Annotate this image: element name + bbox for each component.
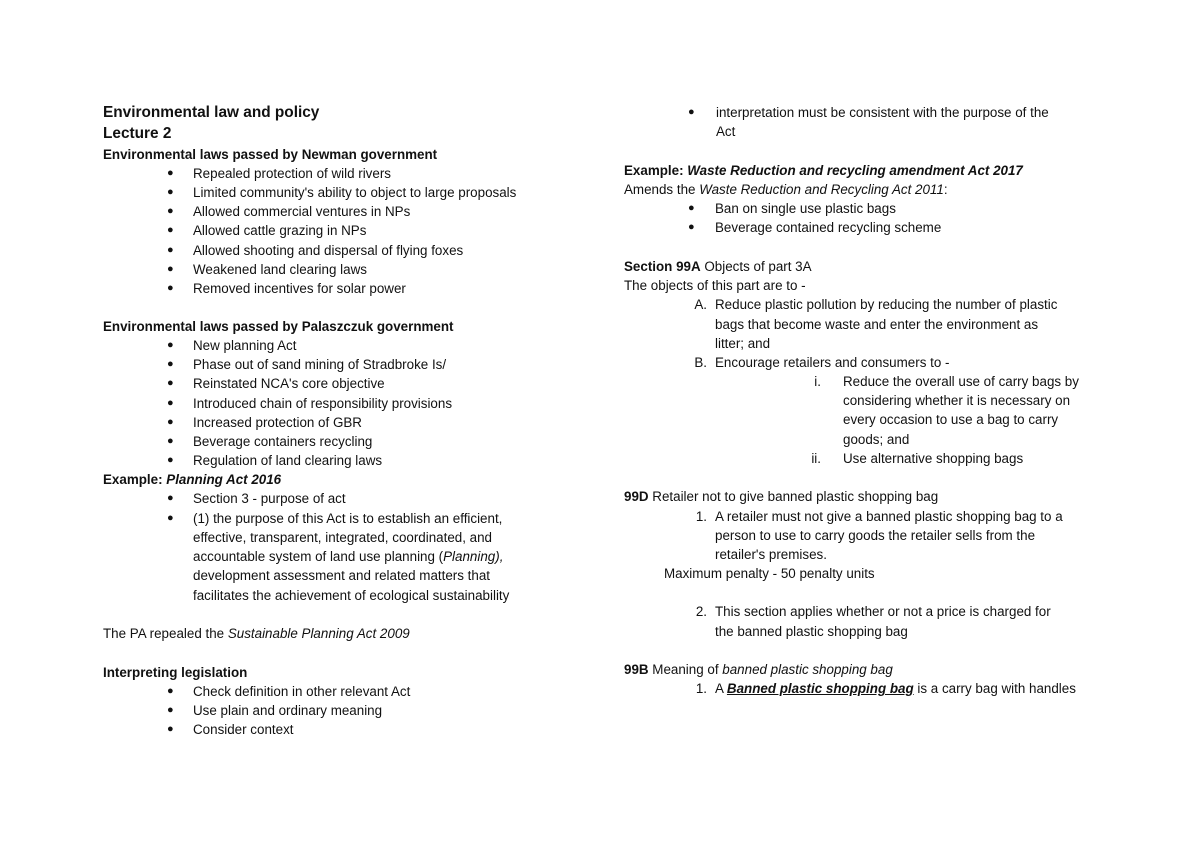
bullet-icon: ● [167,263,174,275]
palaszczuk-heading: Environmental laws passed by Palaszczuk government [103,319,454,334]
section-99a-heading: Section 99A Objects of part 3A [624,259,812,274]
list-marker: 2. [695,604,707,619]
list-marker: 1. [695,681,707,696]
waste-act-example: Example: Waste Reduction and recycling amendment Act 2017 [624,163,1023,178]
bullet-icon: ● [167,358,174,370]
list-marker: 1. [695,509,707,524]
bullet-icon: ● [167,205,174,217]
bullet-icon: ● [167,512,174,524]
document-title: Environmental law and policy [103,104,320,121]
bullet-icon: ● [688,106,695,118]
bullet-icon: ● [688,221,695,233]
list-marker: ii. [811,451,821,466]
bullet-icon: ● [167,454,174,466]
section-99a-intro: The objects of this part are to - [624,278,806,293]
newman-heading: Environmental laws passed by Newman government [103,147,438,162]
interpreting-heading: Interpreting legislation [103,665,248,680]
bullet-icon: ● [167,377,174,389]
list-marker: i. [814,374,821,389]
bullet-icon: ● [167,339,174,351]
bullet-icon: ● [167,224,174,236]
section-99d-heading: 99D Retailer not to give banned plastic shopping bag [624,489,939,504]
amends-statement: Amends the Waste Reduction and Recycling Act 2011: [624,182,948,197]
bullet-icon: ● [167,723,174,735]
lecture-number: Lecture 2 [103,125,172,142]
planning-act-example: Example: Planning Act 2016 [103,472,282,487]
bullet-icon: ● [167,167,174,179]
section-99b-heading: 99B Meaning of banned plastic shopping bag [624,662,893,677]
bullet-icon: ● [167,685,174,697]
bullet-icon: ● [688,202,695,214]
repealed-statement: The PA repealed the Sustainable Planning Act 2009 [103,626,410,641]
bullet-icon: ● [167,416,174,428]
bullet-icon: ● [167,492,174,504]
bullet-icon: ● [167,435,174,447]
bullet-icon: ● [167,397,174,409]
penalty-note: Maximum penalty - 50 penalty units [664,566,875,581]
list-marker: B. [694,355,707,370]
bullet-icon: ● [167,186,174,198]
bullet-icon: ● [167,282,174,294]
list-marker: A. [694,297,707,312]
bullet-icon: ● [167,704,174,716]
document-page: Environmental law and policy Lecture 2 Environmental laws passed by Newman government ● Repealed protection of wild rivers ● Limited community's ability to object to large proposals ● Allowed commercial ventures in NPs ● Allowed cattle grazing in NPs ● Allowed shooting and dispersal of flying foxes ● Weakened land clearing laws ● Removed incentives for solar power Environmental laws passed by Palaszczuk government ● New planning Act ● Phase out of sand mining of Stradbroke Is/ ● Reinstated NCA's core objective ● Introduced chain of responsibility provisions ● Increased protection of GBR ● Beverage containers recycling ● Regulation of land clearing laws Example: Planning Act 2016 ● Section 3 - purpose of act ● (1) the purpose of this Act is to establish an efficient, effective, transparent, integrated, coordinated, and accountable system of land use planning (Planning), development assessment and related matters that facilitates the achievement of ecological sustainability The PA repealed the Sustainable Planning Act 2009 Interpreting legislation ● Check definition in other relevant Act ● Use plain and ordinary meaning ● Consider context ● interpretation must be consistent with the purpose of the Act Example: Waste Reduction and recycling amendment Act 2017 Amends the Waste Reduction and Recycling Act 2011: ● Ban on single use plastic bags ● Beverage contained recycling scheme Section 99A Objects of part 3A The objects of this part are to - A. Reduce plastic pollution by reducing the number of plastic bags that become waste and enter the environment as litter; and B. Encourage retailers and consumers to - i. Reduce the overall use of carry bags by considering whether it is necessary on every occasion to use a bag to carry goods; and ii. Use alternative shopping bags 99D Retailer not to give banned plastic shopping bag 1. A retailer must not give a banned plastic shopping bag to a person to use to carry goods the retailer sells from the retailer's premises. Maximum penalty - 50 penalty units 2. This section applies whether or not a price is charged for the banned plastic shopping bag 99B Meaning of banned plastic shopping bag 1. A Banned plastic shopping bag is a carry bag with handles [103,104,1079,737]
bullet-icon: ● [167,244,174,256]
defined-term: Banned plastic shopping bag [726,681,914,696]
